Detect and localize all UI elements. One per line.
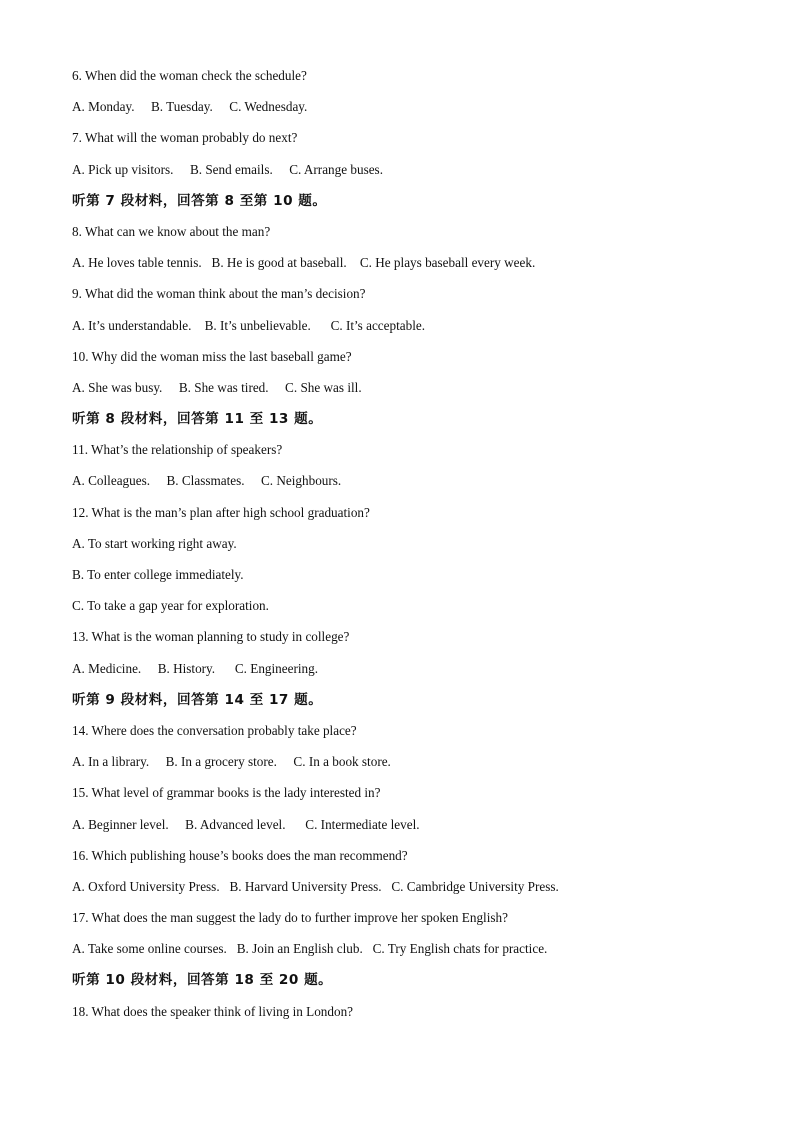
options-10: A. She was busy. B. She was tired. C. She was ill. — [72, 379, 362, 395]
section-heading-10: 听第 10 段材料，回答第 18 至 20 题。 — [72, 972, 333, 989]
question-7: 7. What will the woman probably do next? — [72, 130, 298, 146]
options-14: A. In a library. B. In a grocery store. C. In a book store. — [72, 754, 391, 770]
options-6: A. Monday. B. Tuesday. C. Wednesday. — [72, 99, 308, 115]
options-17: A. Take some online courses. B. Join an English club. C. Try English chats for practice. — [72, 941, 548, 957]
question-15: 15. What level of grammar books is the lady interested in? — [72, 785, 381, 801]
options-13: A. Medicine. B. History. C. Engineering. — [72, 660, 319, 676]
options-16: A. Oxford University Press. B. Harvard University Press. C. Cambridge University Press. — [72, 878, 559, 894]
question-6: 6. When did the woman check the schedule? — [72, 68, 307, 83]
question-8: 8. What can we know about the man? — [72, 223, 271, 239]
question-13: 13. What is the woman planning to study in college? — [72, 629, 350, 645]
option-12-b: B. To enter college immediately. — [72, 567, 244, 582]
section-heading-9: 听第 9 段材料，回答第 14 至 17 题。 — [72, 691, 323, 708]
option-12-c: C. To take a gap year for exploration. — [72, 598, 269, 614]
document-page — [72, 64, 732, 1031]
question-17: 17. What does the man suggest the lady do to further improve her spoken English? — [72, 910, 508, 926]
options-15: A. Beginner level. B. Advanced level. C. Intermediate level. — [72, 816, 420, 832]
options-7: A. Pick up visitors. B. Send emails. C. Arrange buses. — [72, 161, 383, 177]
question-12: 12. What is the man’s plan after high school graduation? — [72, 504, 370, 520]
options-8: A. He loves table tennis. B. He is good at baseball. C. He plays baseball every week. — [72, 255, 536, 271]
section-heading-7: 听第 7 段材料，回答第 8 至第 10 题。 — [72, 192, 327, 209]
options-11: A. Colleagues. B. Classmates. C. Neighbours. — [72, 473, 342, 489]
option-12-a: A. To start working right away. — [72, 535, 237, 551]
section-heading-8: 听第 8 段材料，回答第 11 至 13 题。 — [72, 411, 323, 428]
question-10: 10. Why did the woman miss the last baseball game? — [72, 348, 352, 364]
question-11: 11. What’s the relationship of speakers? — [72, 442, 283, 458]
question-16: 16. Which publishing house’s books does the man recommend? — [72, 847, 408, 863]
question-18: 18. What does the speaker think of living in London? — [72, 1003, 354, 1019]
options-9: A. It’s understandable. B. It’s unbelievable. C. It’s acceptable. — [72, 317, 426, 333]
question-9: 9. What did the woman think about the man’s decision? — [72, 286, 366, 302]
question-14: 14. Where does the conversation probably take place? — [72, 722, 357, 738]
